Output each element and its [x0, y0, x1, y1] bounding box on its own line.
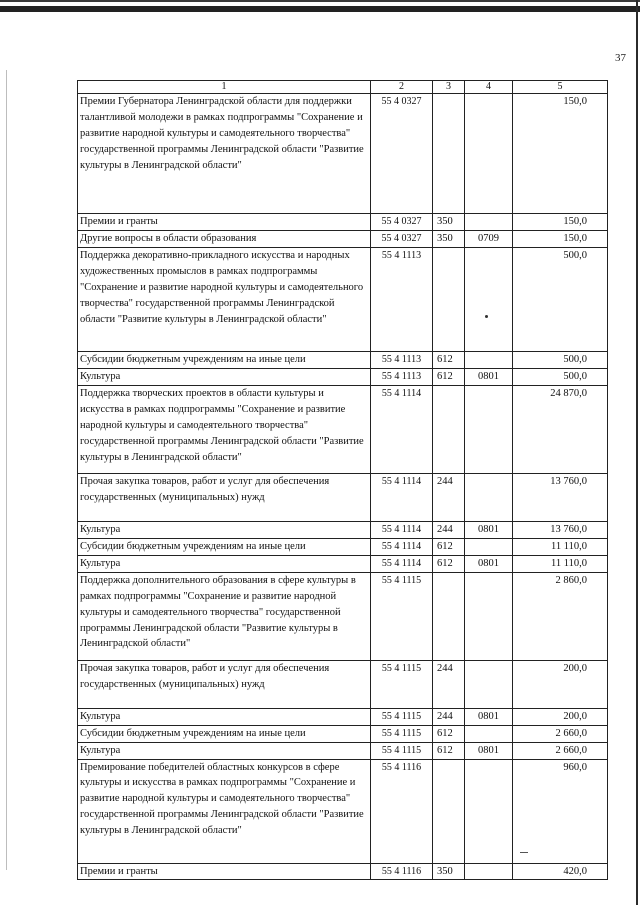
cell-section-code [465, 94, 513, 214]
cell-expense-type: 350 [433, 863, 465, 880]
cell-amount: 200,0 [513, 708, 608, 725]
scan-right-edge [636, 0, 638, 905]
page-number: 37 [615, 52, 626, 64]
cell-section-code: 0801 [465, 521, 513, 538]
cell-section-code [465, 863, 513, 880]
cell-expense-type [433, 759, 465, 863]
cell-description: Субсидии бюджетным учреждениям на иные цели [78, 351, 371, 368]
cell-amount: 500,0 [513, 247, 608, 351]
cell-section-code [465, 473, 513, 521]
cell-expense-type [433, 385, 465, 473]
cell-section-code [465, 759, 513, 863]
table-row [78, 351, 608, 368]
cell-description: Прочая закупка товаров, работ и услуг для обеспечения государственных (муниципальных) нужд [78, 660, 371, 708]
cell-amount: 150,0 [513, 230, 608, 247]
cell-amount: 2 660,0 [513, 742, 608, 759]
table-row [78, 230, 608, 247]
cell-expense-type: 612 [433, 725, 465, 742]
cell-target-code: 55 4 1114 [371, 473, 433, 521]
cell-expense-type: 244 [433, 660, 465, 708]
cell-expense-type: 350 [433, 214, 465, 231]
cell-amount: 150,0 [513, 94, 608, 214]
cell-description: Прочая закупка товаров, работ и услуг для обеспечения государственных (муниципальных) нужд [78, 473, 371, 521]
cell-section-code [465, 247, 513, 351]
cell-expense-type: 612 [433, 555, 465, 572]
table-row [78, 572, 608, 660]
cell-description: Премии Губернатора Ленинградской области для поддержки талантливой молодежи в рамках подпрограммы "Сохранение и развитие народной культуры и самодеятельного творчества" государственной программы Ленинградской области "Развитие культуры в Ленинградской области" [78, 94, 371, 214]
cell-target-code: 55 4 1114 [371, 385, 433, 473]
cell-description: Культура [78, 742, 371, 759]
cell-expense-type: 244 [433, 521, 465, 538]
cell-section-code [465, 660, 513, 708]
budget-table-body [78, 81, 608, 880]
cell-description: Субсидии бюджетным учреждениям на иные цели [78, 725, 371, 742]
cell-amount: 500,0 [513, 351, 608, 368]
cell-expense-type: 244 [433, 473, 465, 521]
cell-target-code: 55 4 1113 [371, 351, 433, 368]
cell-expense-type: 350 [433, 230, 465, 247]
cell-target-code: 55 4 1115 [371, 660, 433, 708]
scan-dash [520, 852, 528, 853]
scan-speck [485, 315, 488, 318]
cell-section-code [465, 214, 513, 231]
cell-amount: 960,0 [513, 759, 608, 863]
table-row [78, 555, 608, 572]
cell-target-code: 55 4 1113 [371, 247, 433, 351]
cell-amount: 13 760,0 [513, 473, 608, 521]
cell-target-code: 55 4 1115 [371, 742, 433, 759]
cell-description: Субсидии бюджетным учреждениям на иные цели [78, 538, 371, 555]
cell-target-code: 55 4 0327 [371, 230, 433, 247]
table-row [78, 759, 608, 863]
cell-section-code [465, 572, 513, 660]
cell-amount: 2 660,0 [513, 725, 608, 742]
cell-target-code: 55 4 1116 [371, 759, 433, 863]
table-row [78, 368, 608, 385]
cell-target-code: 55 4 0327 [371, 94, 433, 214]
budget-table [77, 80, 608, 880]
cell-section-code: 0801 [465, 708, 513, 725]
cell-target-code: 55 4 1116 [371, 863, 433, 880]
table-row [78, 247, 608, 351]
cell-section-code: 0709 [465, 230, 513, 247]
cell-section-code [465, 538, 513, 555]
cell-amount: 500,0 [513, 368, 608, 385]
cell-amount: 11 110,0 [513, 555, 608, 572]
cell-description: Премирование победителей областных конкурсов в сфере культуры и искусства в рамках подпрограммы "Сохранение и развитие народной культуры и самодеятельного творчества" государственной программы Ленинградской области "Развитие культуры в Ленинградской области" [78, 759, 371, 863]
cell-expense-type: 612 [433, 368, 465, 385]
header-row [78, 81, 608, 94]
cell-section-code: 0801 [465, 742, 513, 759]
header-col-2: 2 [371, 81, 433, 94]
cell-amount: 420,0 [513, 863, 608, 880]
cell-target-code: 55 4 1115 [371, 708, 433, 725]
cell-description: Культура [78, 555, 371, 572]
cell-section-code [465, 351, 513, 368]
cell-section-code [465, 385, 513, 473]
cell-expense-type: 612 [433, 538, 465, 555]
cell-target-code: 55 4 1114 [371, 555, 433, 572]
table-row [78, 214, 608, 231]
cell-amount: 11 110,0 [513, 538, 608, 555]
cell-target-code: 55 4 1114 [371, 521, 433, 538]
cell-amount: 13 760,0 [513, 521, 608, 538]
cell-section-code: 0801 [465, 368, 513, 385]
cell-amount: 24 870,0 [513, 385, 608, 473]
table-row [78, 385, 608, 473]
cell-description: Культура [78, 708, 371, 725]
header-col-5: 5 [513, 81, 608, 94]
table-row [78, 742, 608, 759]
header-col-4: 4 [465, 81, 513, 94]
table-row [78, 521, 608, 538]
cell-description: Премии и гранты [78, 214, 371, 231]
cell-description: Премии и гранты [78, 863, 371, 880]
header-col-1: 1 [78, 81, 371, 94]
cell-expense-type [433, 94, 465, 214]
cell-section-code [465, 725, 513, 742]
cell-target-code: 55 4 1113 [371, 368, 433, 385]
cell-description: Культура [78, 368, 371, 385]
table-row [78, 473, 608, 521]
cell-description: Культура [78, 521, 371, 538]
cell-target-code: 55 4 1115 [371, 572, 433, 660]
table-row [78, 538, 608, 555]
cell-section-code: 0801 [465, 555, 513, 572]
table-row [78, 660, 608, 708]
table-row [78, 725, 608, 742]
header-col-3: 3 [433, 81, 465, 94]
cell-amount: 2 860,0 [513, 572, 608, 660]
table-row [78, 94, 608, 214]
cell-expense-type: 612 [433, 351, 465, 368]
cell-description: Поддержка декоративно-прикладного искусства и народных художественных промыслов в рамках подпрограммы "Сохранение и развитие народной культуры и самодеятельного творчества" государственной программы Ленинградской области "Развитие культуры в Ленинградской области" [78, 247, 371, 351]
cell-description: Другие вопросы в области образования [78, 230, 371, 247]
cell-expense-type: 244 [433, 708, 465, 725]
cell-target-code: 55 4 1114 [371, 538, 433, 555]
cell-description: Поддержка творческих проектов в области культуры и искусства в рамках подпрограммы "Сохранение и развитие народной культуры и самодеятельного творчества" государственной программы Ленинградской области "Развитие культуры в Ленинградской области" [78, 385, 371, 473]
cell-amount: 200,0 [513, 660, 608, 708]
scan-top-border [0, 0, 640, 14]
scan-left-edge [6, 70, 7, 870]
cell-expense-type: 612 [433, 742, 465, 759]
cell-amount: 150,0 [513, 214, 608, 231]
cell-description: Поддержка дополнительного образования в сфере культуры в рамках подпрограммы "Сохранение и развитие народной культуры и самодеятельного творчества" государственной программы Ленинградской области "Развитие культуры в Ленинградской области" [78, 572, 371, 660]
cell-expense-type [433, 572, 465, 660]
table-row [78, 708, 608, 725]
cell-target-code: 55 4 0327 [371, 214, 433, 231]
table-row [78, 863, 608, 880]
cell-target-code: 55 4 1115 [371, 725, 433, 742]
cell-expense-type [433, 247, 465, 351]
